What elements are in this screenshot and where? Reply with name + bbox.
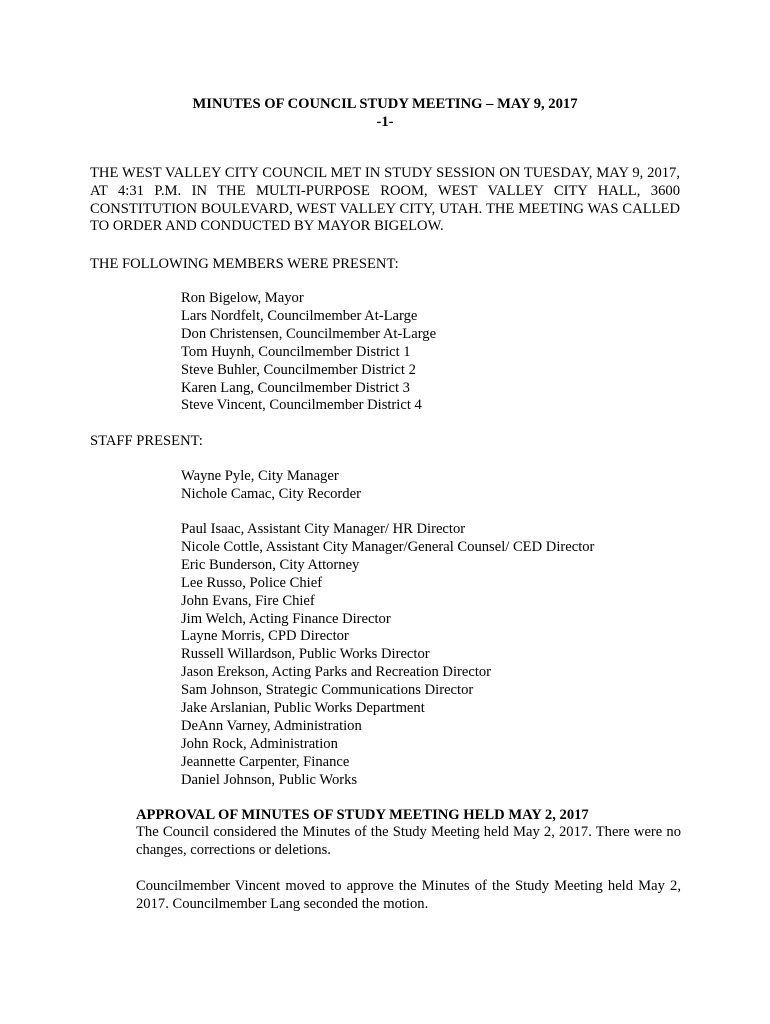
staff-item: Jeannette Carpenter, Finance <box>181 753 350 770</box>
staff-item: John Rock, Administration <box>181 735 338 752</box>
member-item: Ron Bigelow, Mayor <box>181 290 304 306</box>
members-list <box>181 290 436 415</box>
section-paragraph-1: The Council considered the Minutes of the Study Meeting held May 2, 2017. There were no changes, corrections or deletions. <box>136 824 681 858</box>
staff-item: Layne Morris, CPD Director <box>181 628 349 645</box>
staff-item: Jim Welch, Acting Finance Director <box>181 610 391 627</box>
intro-paragraph: THE WEST VALLEY CITY COUNCIL MET IN STUDY SESSION ON TUESDAY, MAY 9, 2017, AT 4:31 P.M. IN THE MULTI-PURPOSE ROOM, WEST VALLEY CITY HALL, 3600 CONSTITUTION BOULEVARD, WEST VALLEY CITY, UTAH. THE MEETING WAS CALLED TO ORDER AND CONDUCTED BY MAYOR BIGELOW. <box>90 165 680 235</box>
member-item: Karen Lang, Councilmember District 3 <box>181 379 410 396</box>
staff-item: DeAnn Varney, Administration <box>181 717 362 734</box>
section-heading: APPROVAL OF MINUTES OF STUDY MEETING HELD MAY 2, 2017 <box>136 807 589 823</box>
member-item: Tom Huynh, Councilmember District 1 <box>181 343 411 360</box>
staff-item: Nicole Cottle, Assistant City Manager/General Counsel/ CED Director <box>181 538 595 555</box>
staff-item: Jake Arslanian, Public Works Department <box>181 700 425 717</box>
member-item: Steve Vincent, Councilmember District 4 <box>181 397 422 414</box>
members-present-label: THE FOLLOWING MEMBERS WERE PRESENT: <box>90 256 399 272</box>
staff-primary-list <box>181 468 361 504</box>
page-number: -1- <box>376 114 394 130</box>
member-item: Don Christensen, Councilmember At-Large <box>181 325 437 342</box>
staff-item: Wayne Pyle, City Manager <box>181 468 339 484</box>
member-item: Steve Buhler, Councilmember District 2 <box>181 361 416 378</box>
staff-item: Jason Erekson, Acting Parks and Recreation Director <box>181 664 492 681</box>
staff-item: Eric Bunderson, City Attorney <box>181 556 360 573</box>
staff-other-list <box>181 521 594 790</box>
document-title: MINUTES OF COUNCIL STUDY MEETING – MAY 9, 2017 <box>192 96 578 112</box>
staff-item: Daniel Johnson, Public Works <box>181 771 358 788</box>
staff-present-label: STAFF PRESENT: <box>90 433 203 449</box>
member-item: Lars Nordfelt, Councilmember At-Large <box>181 307 418 324</box>
staff-item: Russell Willardson, Public Works Director <box>181 646 430 663</box>
staff-item: Sam Johnson, Strategic Communications Director <box>181 682 474 699</box>
staff-item: Nichole Camac, City Recorder <box>181 485 361 502</box>
section-paragraph-2: Councilmember Vincent moved to approve the Minutes of the Study Meeting held May 2, 2017. Councilmember Lang seconded the motion. <box>136 878 681 912</box>
staff-item: John Evans, Fire Chief <box>181 592 315 609</box>
staff-item: Lee Russo, Police Chief <box>181 574 323 591</box>
staff-item: Paul Isaac, Assistant City Manager/ HR Director <box>181 521 466 537</box>
